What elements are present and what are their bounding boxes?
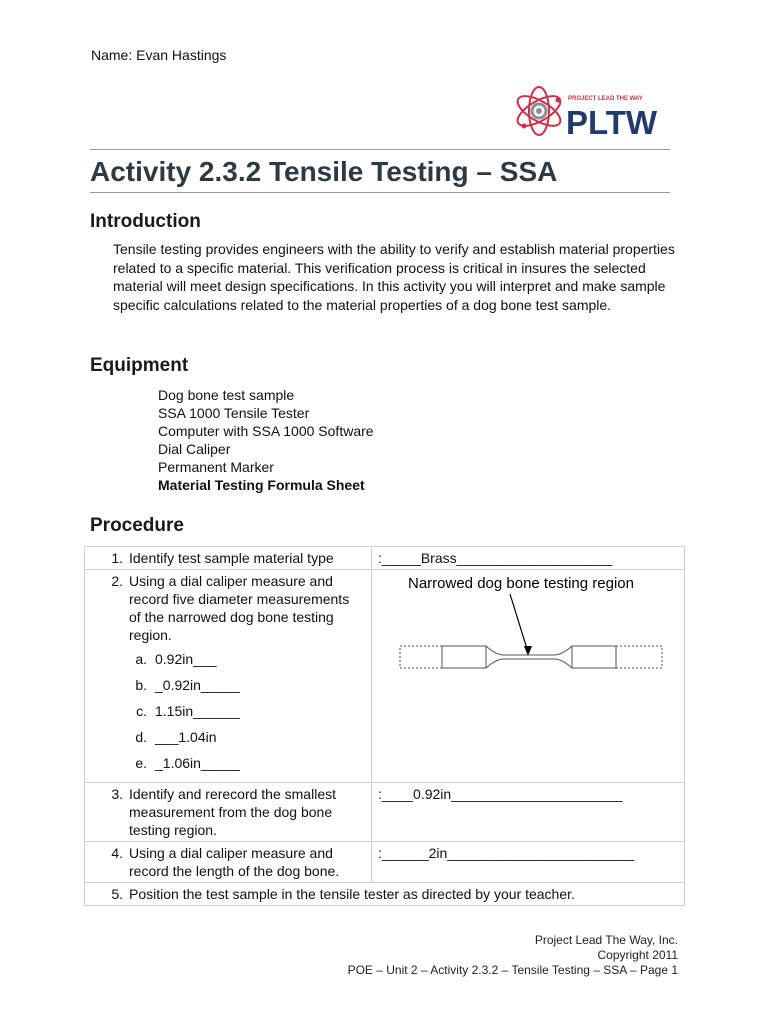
footer-org: Project Lead The Way, Inc. xyxy=(534,933,678,947)
page-title: Activity 2.3.2 Tensile Testing – SSA xyxy=(90,156,558,187)
step-number: 2. xyxy=(111,573,123,589)
step-text: Using a dial caliper measure and record the length of the dog bone. xyxy=(129,845,340,879)
step-text: Position the test sample in the tensile tester as directed by your teacher. xyxy=(129,886,575,902)
measurement-item: c. 1.15in______ xyxy=(136,703,240,719)
step-number: 5. xyxy=(111,886,123,902)
introduction-heading: Introduction xyxy=(90,211,201,232)
step-answer: :____0.92in______________________ xyxy=(372,783,685,842)
procedure-row xyxy=(85,570,685,783)
equipment-item-formula-sheet: Material Testing Formula Sheet xyxy=(158,477,365,493)
measurement-item: e. _1.06in_____ xyxy=(135,755,240,771)
footer-copyright: Copyright 2011 xyxy=(597,948,678,962)
diagram-arrow xyxy=(510,594,528,652)
title-rule-bottom xyxy=(90,192,670,193)
measurement-list xyxy=(85,650,365,780)
dog-bone-diagram-cell xyxy=(372,570,685,783)
measurement-item: b. _0.92in_____ xyxy=(135,677,240,693)
step-text: Identify and rerecord the smallest measurement from the dog bone testing region. xyxy=(129,786,336,838)
equipment-list xyxy=(158,386,374,494)
equipment-item: Computer with SSA 1000 Software xyxy=(158,423,374,439)
equipment-item: Dial Caliper xyxy=(158,441,231,457)
procedure-heading: Procedure xyxy=(90,515,184,536)
procedure-table xyxy=(84,546,685,906)
step-text: Identify test sample material type xyxy=(129,550,334,566)
step-number: 1. xyxy=(111,550,123,566)
page-footer xyxy=(348,933,678,978)
step-answer: :_____Brass____________________ xyxy=(372,547,685,570)
diagram-caption: Narrowed dog bone testing region xyxy=(408,575,634,592)
student-name: Name: Evan Hastings xyxy=(91,47,227,63)
procedure-row xyxy=(85,842,685,883)
atom-logo-icon xyxy=(512,80,684,142)
logo-tagline: PROJECT LEAD THE WAY xyxy=(568,96,643,102)
equipment-item: Dog bone test sample xyxy=(158,387,295,403)
logo-wordmark: PLTW xyxy=(566,104,658,141)
procedure-row xyxy=(85,547,685,570)
footer-page-info: POE – Unit 2 – Activity 2.3.2 – Tensile Testing – SSA – Page 1 xyxy=(347,963,678,977)
dog-bone-diagram xyxy=(378,572,678,692)
step-number: 3. xyxy=(111,786,123,802)
equipment-item: Permanent Marker xyxy=(158,459,274,475)
introduction-text: Tensile testing provides engineers with the ability to verify and establish material properties related to a specific material. This verification process is critical in insures the selected material will meet design specifications. In this activity you will interpret and make sample specific calculations related to the material properties of a dog bone test sample. xyxy=(113,241,675,313)
step-number: 4. xyxy=(111,845,123,861)
pltw-logo xyxy=(512,80,684,142)
equipment-item: SSA 1000 Tensile Tester xyxy=(158,405,310,421)
title-rule-top xyxy=(90,149,670,150)
step-answer: :______2in________________________ xyxy=(372,842,685,883)
measurement-item: a. 0.92in___ xyxy=(135,651,217,667)
equipment-heading: Equipment xyxy=(90,355,189,376)
measurement-item: d. ___1.04in xyxy=(135,729,217,745)
procedure-row xyxy=(85,883,685,906)
step-text: Using a dial caliper measure and record five diameter measurements of the narrowed dog bone testing region. xyxy=(129,573,350,643)
procedure-row xyxy=(85,783,685,842)
